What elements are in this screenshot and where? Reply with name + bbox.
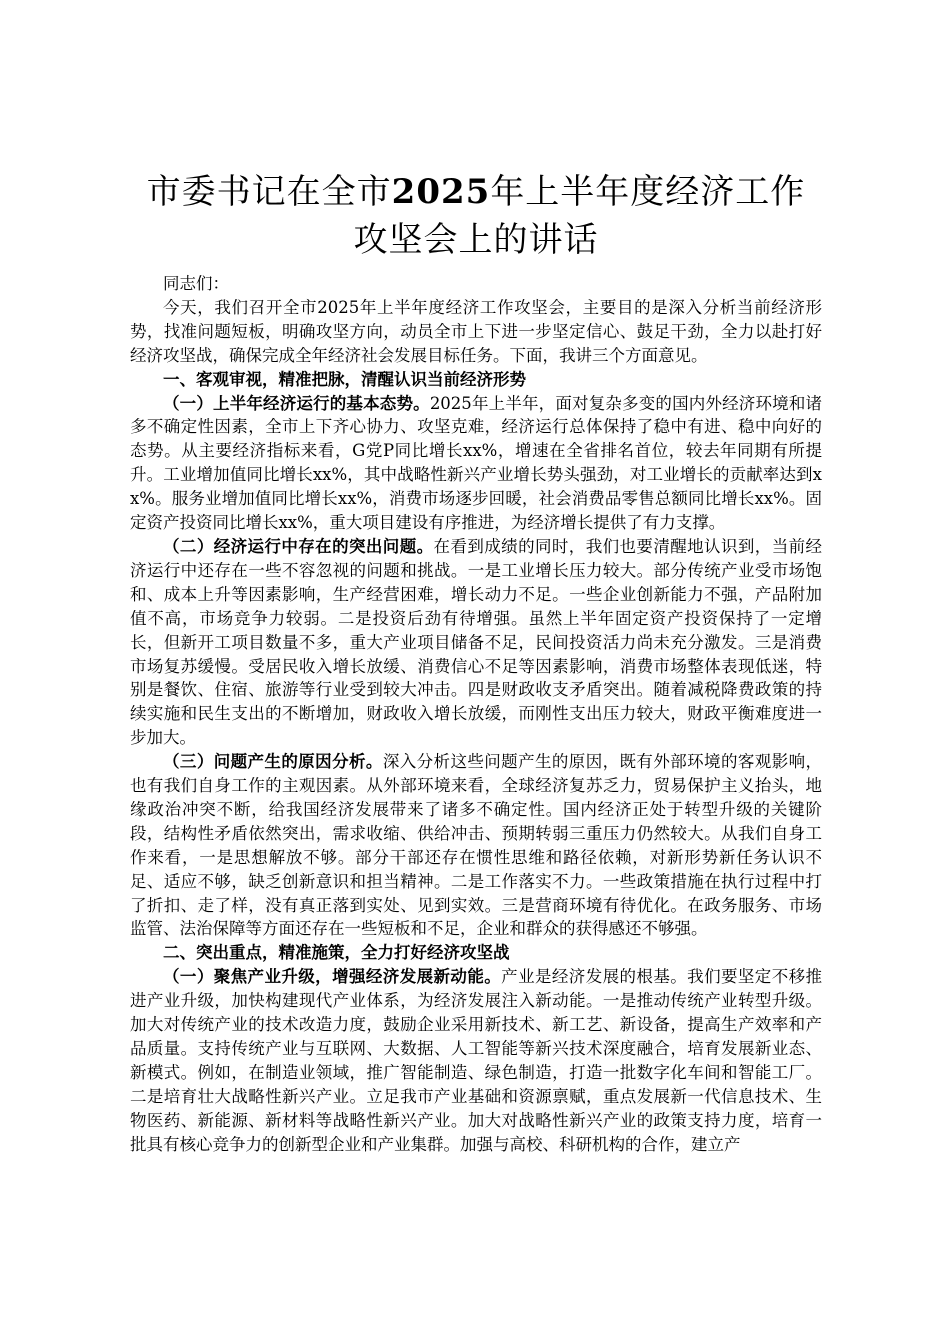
salutation: 同志们： [163, 274, 229, 293]
section1-paragraph-3 [130, 750, 822, 941]
section-heading-1: 一、客观审视，精准把脉，清醒认识当前经济形势 [163, 369, 526, 389]
paragraph-body: 深入分析这些问题产生的原因，既有外部环境的客观影响，也有我们自身工作的主观因素。从外部环境来看，全球经济复苏乏力，贸易保护主义抬头，地缘政治冲突不断，给我国经济发展带来了诸多不确定性。国内经济正处于转型升级的关键阶段，结构性矛盾依然突出，需求收缩、供给冲击、预期转弱三重压力仍然较大。从我们自身工作来看，一是思想解放不够。部分干部还存在惯性思维和路径依赖，对新形势新任务认识不足、适应不够，缺乏创新意识和担当精神。二是工作落实不力。一些政策措施在执行过程中打了折扣、走了样，没有真正落到实处、见到实效。三是营商环境有待优化。在政务服务、市场监管、法治保障等方面还存在一些短板和不足，企业和群众的获得感还不够强。 [130, 752, 823, 939]
paragraph-body: 在看到成绩的同时，我们也要清醒地认识到，当前经济运行中还存在一些不容忽视的问题和挑战。一是工业增长压力较大。部分传统产业受市场饱和、成本上升等因素影响，生产经营困难，增长动力不足。一些企业创新能力不强，产品附加值不高，市场竞争力较弱。二是投资后劲有待增强。虽然上半年固定资产投资保持了一定增长，但新开工项目数量不多，重大产业项目储备不足，民间投资活力尚未充分激发。三是消费市场复苏缓慢。受居民收入增长放缓、消费信心不足等因素影响，消费市场整体表现低迷，特别是餐饮、住宿、旅游等行业受到较大冲击。四是财政收支矛盾突出。随着减税降费政策的持续实施和民生支出的不断增加，财政收入增长放缓，而刚性支出压力较大，财政平衡难度进一步加大。 [130, 536, 823, 748]
section2-paragraph-1 [130, 965, 822, 1156]
section1-paragraph-2 [130, 535, 822, 750]
paragraph-lead: （一）聚焦产业升级，增强经济发展新动能。 [163, 967, 502, 987]
section-heading-2: 二、突出重点，精准施策，全力打好经济攻坚战 [163, 943, 510, 963]
paragraph-lead: （三）问题产生的原因分析。 [163, 752, 383, 772]
title-year: 2025 [391, 172, 491, 212]
title-part2: 年上半年度经济工作攻坚会上的讲话 [353, 172, 806, 260]
document-page [130, 168, 822, 1157]
document-title [130, 168, 822, 264]
paragraph-lead: （二）经济运行中存在的突出问题。 [163, 536, 434, 556]
title-part1: 市委书记在全市 [146, 172, 392, 212]
paragraph-lead: （一）上半年经济运行的基本态势。 [163, 393, 430, 413]
intro-paragraph: 今天，我们召开全市2025年上半年度经济工作攻坚会，主要目的是深入分析当前经济形势，找准问题短板，明确攻坚方向，动员全市上下进一步坚定信心、鼓足干劲，全力以赴打好经济攻坚战，确保完成全年经济社会发展目标任务。下面，我讲三个方面意见。 [130, 297, 822, 365]
paragraph-body: 产业是经济发展的根基。我们要坚定不移推进产业升级，加快构建现代产业体系，为经济发展注入新动能。一是推动传统产业转型升级。加大对传统产业的技术改造力度，鼓励企业采用新技术、新工艺、新设备，提高生产效率和产品质量。支持传统产业与互联网、大数据、人工智能等新兴技术深度融合，培育发展新业态、新模式。例如，在制造业领域，推广智能制造、绿色制造，打造一批数字化车间和智能工厂。二是培育壮大战略性新兴产业。立足我市产业基础和资源禀赋，重点发展新一代信息技术、生物医药、新能源、新材料等战略性新兴产业。加大对战略性新兴产业的政策支持力度，培育一批具有核心竞争力的创新型企业和产业集群。加强与高校、科研机构的合作，建立产 [130, 967, 823, 1154]
section1-paragraph-1 [130, 392, 822, 535]
paragraph-body: 2025年上半年，面对复杂多变的国内外经济环境和诸多不确定性因素，全市上下齐心协力、攻坚克难，经济运行总体保持了稳中有进、稳中向好的态势。从主要经济指标来看，G党P同比增长xx%，增速在全省排名首位，较去年同期有所提升。工业增加值同比增长xx%，其中战略性新兴产业增长势头强劲，对工业增长的贡献率达到xx%。服务业增加值同比增长xx%，消费市场逐步回暖，社会消费品零售总额同比增长xx%。固定资产投资同比增长xx%，重大项目建设有序推进，为经济增长提供了有力支撑。 [130, 393, 822, 533]
